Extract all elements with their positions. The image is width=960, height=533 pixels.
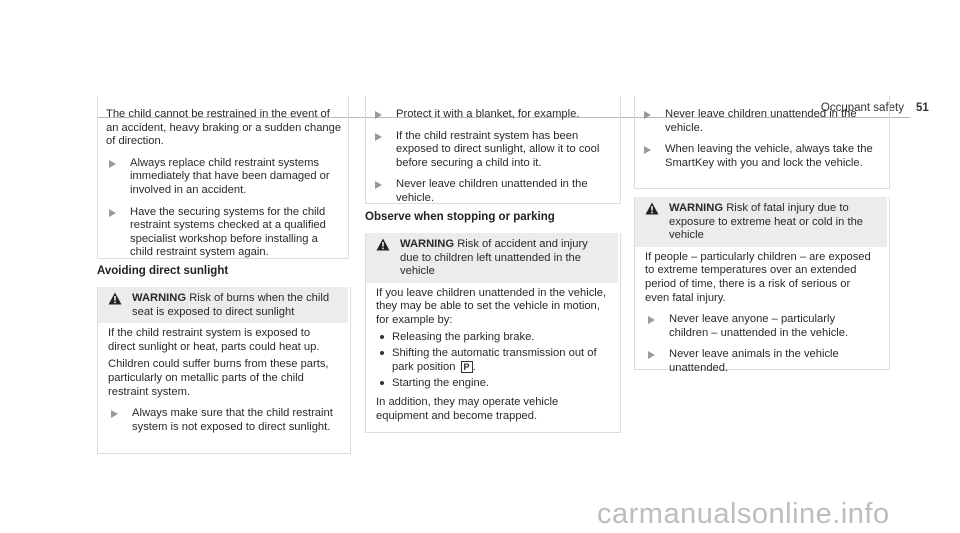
col1-continuation: [106, 108, 342, 260]
warning-body: [366, 283, 618, 423]
warning-paragraph: If people – particularly children – are exposed to extreme temperatures over an extended period of time, there is a risk of serious or even fatal injury.: [645, 250, 871, 304]
arrow-bullet-icon: [648, 316, 655, 324]
warning-box-content: [635, 197, 887, 376]
warning-text: Risk of burns when the child seat is exposed to direct sunlight: [132, 292, 330, 318]
intro-paragraph: The child cannot be restrained in the event of an accident, heavy braking or a sudden change of direction.: [106, 108, 342, 148]
list-item: [372, 130, 612, 171]
list-item: [376, 377, 608, 391]
warning-header: [98, 287, 348, 323]
warning-text: Risk of fatal injury due to exposure to extreme heat or cold in the vehicle: [669, 202, 864, 242]
list-item-text: If the child restraint system has been exposed to direct sunlight, allow it to cool before securing a child into it.: [396, 129, 600, 169]
arrow-bullet-icon: [644, 111, 651, 119]
list-item-text: Protect it with a blanket, for example.: [396, 108, 580, 120]
warning-heading-row: [108, 292, 338, 319]
park-position-symbol: P: [461, 361, 473, 373]
warning-paragraph: If you leave children unattended in the vehicle, they may be able to set the vehicle in motion, for example by:: [376, 286, 607, 326]
arrow-bullet-icon: [648, 351, 655, 359]
bullet-dot-icon: [380, 351, 384, 355]
warning-box-content: [366, 233, 618, 423]
bullet-dot-icon: [380, 381, 384, 385]
list-item: Shifting the automatic transmission out of park position P .: [376, 347, 608, 374]
list-item: [372, 108, 612, 122]
section-title: Occupant safety: [820, 102, 904, 114]
warning-paragraph: In addition, they may operate vehicle equipment and become trapped.: [376, 395, 559, 422]
list-item-text: When leaving the vehicle, always take the SmartKey with you and lock the vehicle.: [665, 143, 873, 169]
warning-label: WARNING: [669, 202, 724, 214]
page-number: 51: [916, 102, 929, 114]
list-item-text: Releasing the parking brake.: [392, 330, 535, 343]
bullet-dot-icon: [380, 335, 384, 339]
watermark-logo: carmanualsonline.info: [597, 498, 890, 530]
warning-label: WARNING: [400, 238, 455, 250]
list-item-text: Starting the engine.: [392, 377, 490, 390]
warning-header: [635, 197, 887, 247]
col2-bullets: [372, 108, 612, 206]
col3-bullets: [641, 108, 881, 170]
warning-triangle-icon: [645, 202, 659, 215]
list-item-text: Have the securing systems for the child restraint systems checked at a qualified specialist workshop before installing a child restraint system again.: [130, 205, 326, 259]
warning-body: [635, 247, 887, 376]
warning-triangle-icon: [108, 292, 122, 305]
warning-heading-row: [376, 238, 608, 279]
warning-label: WARNING: [132, 292, 187, 304]
list-item-text: Always replace child restraint systems immediately that have been damaged or involved in an accident.: [130, 156, 330, 196]
warning-body: [98, 323, 348, 434]
warning-heading-row: [645, 202, 877, 243]
warning-header: [366, 233, 618, 283]
list-item-text: Shifting the automatic transmission out of park position: [392, 347, 597, 373]
list-item: [641, 143, 881, 170]
section-heading: Avoiding direct sunlight: [97, 265, 229, 277]
list-item: [108, 407, 338, 434]
warning-triangle-icon: [376, 238, 390, 251]
warning-paragraph: Children could suffer burns from these parts, particularly on metallic parts of the child restraint system.: [108, 358, 329, 398]
list-item: [106, 157, 342, 198]
list-item: [372, 178, 612, 205]
arrow-bullet-icon: [109, 160, 116, 168]
list-item: [641, 108, 881, 135]
arrow-bullet-icon: [109, 209, 116, 217]
list-item-text: Never leave anyone – particularly children – unattended in the vehicle.: [669, 313, 849, 339]
list-item-text: Always make sure that the child restraint system is not exposed to direct sunlight.: [132, 407, 333, 433]
list-item: [106, 206, 342, 260]
arrow-bullet-icon: [644, 146, 651, 154]
arrow-bullet-icon: [375, 133, 382, 141]
arrow-bullet-icon: [375, 181, 382, 189]
list-item-text: Never leave children unattended in the vehicle.: [396, 178, 588, 204]
list-item-text: Never leave children unattended in the vehicle.: [665, 108, 857, 134]
section-heading: Observe when stopping or parking: [365, 211, 555, 223]
warning-text: Risk of accident and injury due to children left unattended in the vehicle: [400, 238, 588, 278]
warning-paragraph: If the child restraint system is exposed to direct sunlight or heat, parts could heat up.: [108, 327, 320, 353]
list-item: [645, 348, 877, 375]
list-item: [376, 331, 608, 345]
list-item-text: Never leave animals in the vehicle unattended.: [669, 348, 839, 374]
arrow-bullet-icon: [375, 111, 382, 119]
warning-box-content: [98, 287, 348, 434]
arrow-bullet-icon: [111, 410, 118, 418]
list-item: [645, 313, 877, 340]
